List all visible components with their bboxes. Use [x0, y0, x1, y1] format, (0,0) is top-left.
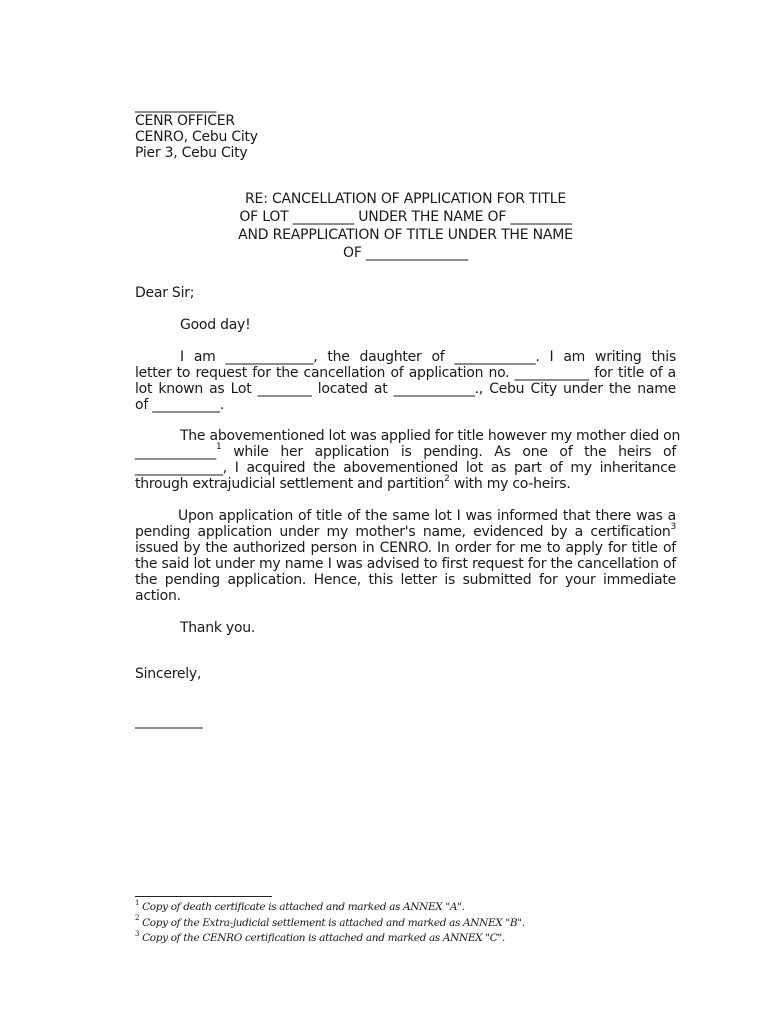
paragraph-1 — [135, 349, 676, 413]
salutation-text: Dear Sir; — [135, 285, 195, 301]
paragraph-1-line-3: lot known as Lot ________ located at ____________., Cebu City under the name — [135, 381, 676, 397]
addressee-position: CENR OFFICER — [135, 113, 235, 129]
footnote-2 — [135, 916, 676, 932]
closing-text: Sincerely, — [135, 666, 202, 682]
subject-line-1: RE: CANCELLATION OF APPLICATION FOR TITLE — [245, 191, 566, 207]
paragraph-3-line-2 — [135, 524, 676, 540]
paragraph-2-line-2 — [135, 444, 676, 460]
subject-line-4: OF _______________ — [343, 245, 468, 261]
paragraph-2-line-4-tail: with my co-heirs. — [449, 476, 571, 492]
footnotes — [135, 900, 676, 947]
paragraph-2-line-4 — [135, 476, 676, 492]
salutation — [135, 285, 676, 301]
addressee-address: Pier 3, Cebu City — [135, 145, 248, 161]
subject-block — [135, 190, 676, 262]
thanks — [135, 620, 676, 636]
paragraph-1-line-1: I am _____________, the daughter of ____________. I am writing this — [180, 349, 676, 365]
signature-line: __________ — [135, 713, 203, 729]
paragraph-2-line-4-text: through extrajudicial settlement and partition — [135, 476, 445, 492]
addressee-name-blank: ____________ — [135, 97, 216, 113]
paragraph-2-line-2-blank: ____________ — [135, 444, 216, 460]
footnote-1-text: Copy of death certificate is attached and marked as ANNEX "A". — [139, 901, 465, 913]
paragraph-3 — [135, 508, 676, 604]
paragraph-1-line-4: of __________. — [135, 397, 224, 413]
footnote-2-mark: 2 — [135, 914, 140, 922]
subject-line-2: OF LOT _________ UNDER THE NAME OF _________ — [239, 209, 572, 225]
paragraph-1-line-2: letter to request for the cancellation of application no. ___________ for title of a — [135, 365, 676, 381]
paragraph-2 — [135, 428, 681, 492]
addressee-office: CENRO, Cebu City — [135, 129, 258, 145]
paragraph-3-line-1: Upon application of title of the same lot I was informed that there was a — [178, 508, 676, 524]
paragraph-2-line-1: The abovementioned lot was applied for title however my mother died on — [180, 428, 681, 444]
footnote-ref-3: 3 — [670, 522, 676, 533]
footnote-1 — [135, 900, 676, 916]
paragraph-3-line-2-text: pending application under my mother's name, evidenced by a certification — [135, 524, 671, 540]
closing — [135, 666, 676, 682]
addressee-block — [135, 97, 676, 161]
paragraph-2-line-2-text: while her application is pending. As one of the heirs of — [221, 444, 676, 460]
paragraph-3-line-6: action. — [135, 588, 181, 604]
footnote-3-mark: 3 — [135, 929, 140, 938]
footnote-separator — [135, 896, 272, 897]
footnote-3 — [135, 931, 676, 947]
footnote-1-mark: 1 — [135, 898, 140, 907]
footnote-ref-2: 2 — [444, 474, 450, 485]
paragraph-3-line-4: the said lot under my name I was advised to first request for the cancellation of — [135, 556, 676, 572]
thanks-text: Thank you. — [180, 620, 256, 636]
footnote-ref-1: 1 — [216, 442, 222, 453]
paragraph-2-line-3: _____________, I acquired the abovementioned lot as part of my inheritance — [135, 460, 676, 476]
paragraph-3-line-5: the pending application. Hence, this letter is submitted for your immediate — [135, 572, 676, 588]
signature-block — [135, 713, 676, 729]
greeting — [135, 317, 676, 333]
footnote-2-text: Copy of the Extra-judicial settlement is attached and marked as ANNEX "B". — [139, 916, 525, 929]
paragraph-3-line-3: issued by the authorized person in CENRO. In order for me to apply for title of — [135, 540, 676, 556]
subject-line-3: AND REAPPLICATION OF TITLE UNDER THE NAME — [238, 227, 573, 243]
greeting-text: Good day! — [180, 317, 251, 333]
footnote-3-text: Copy of the CENRO certification is attached and marked as ANNEX "C". — [139, 932, 505, 944]
